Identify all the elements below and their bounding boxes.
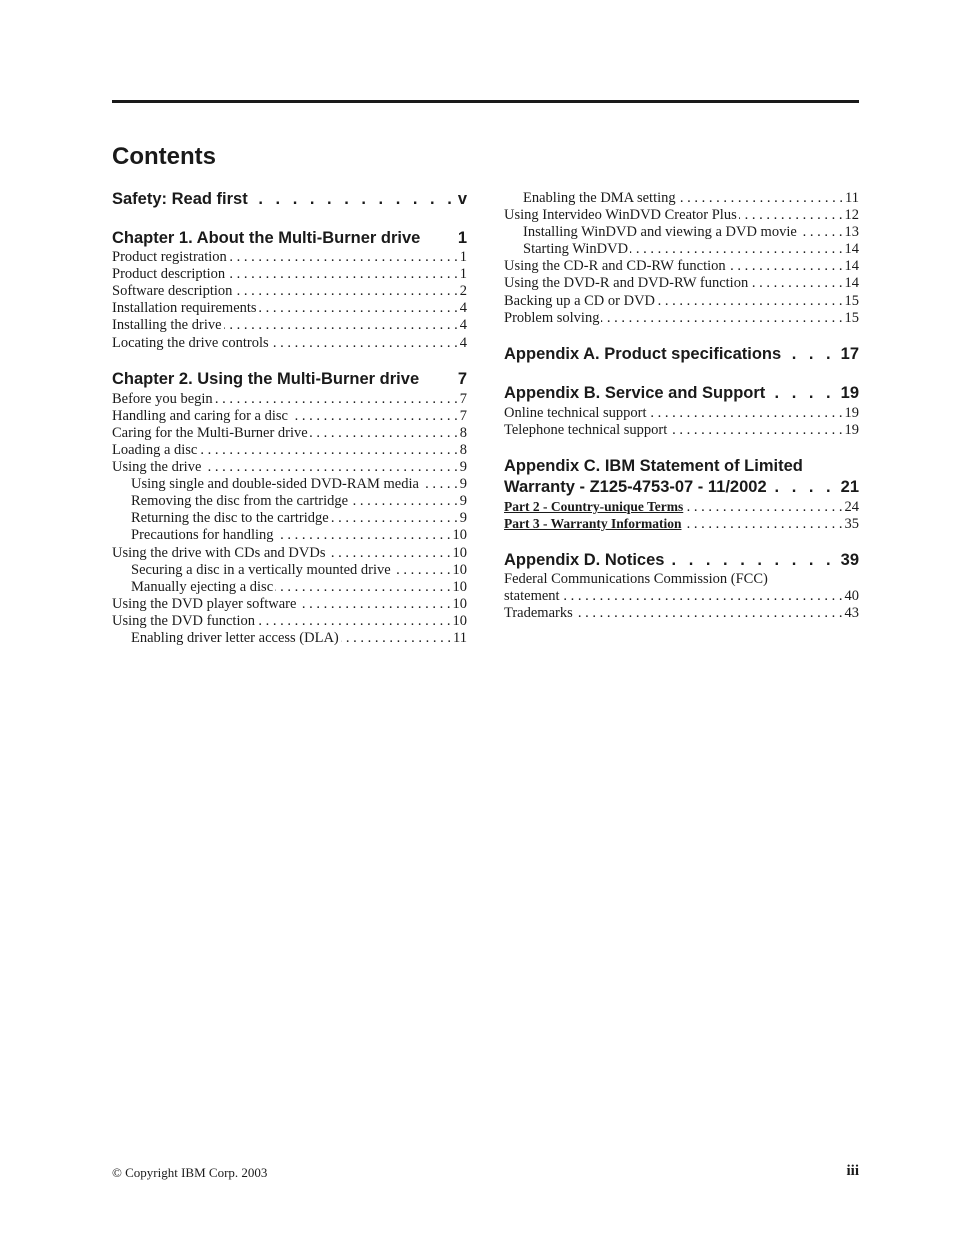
dot-leader [728, 258, 843, 275]
toc-entry[interactable]: Using the DVD-R and DVD-RW function . . . 14 [504, 275, 859, 292]
dot-leader [739, 207, 843, 224]
toc-entry[interactable]: Precautions for handling . . . 10 [112, 527, 467, 544]
toc-entry[interactable]: Starting WinDVD . . . 14 [504, 241, 859, 258]
dot-leader [310, 425, 458, 442]
toc-entry[interactable]: Using the drive with CDs and DVDs . . . 10 [112, 545, 467, 562]
toc-entry[interactable]: Before you begin . . . 7 [112, 391, 467, 408]
toc-entry[interactable]: Using Intervideo WinDVD Creator Plus . . . 12 [504, 207, 859, 224]
dot-leader [683, 516, 842, 533]
dot-leader [799, 224, 843, 241]
dot-leader [259, 300, 458, 317]
toc-entry-safety[interactable]: Safety: Read first . . . v [112, 189, 467, 210]
dot-leader [601, 310, 842, 327]
dot-leader [234, 283, 457, 300]
toc-entry[interactable]: Product description . . . 1 [112, 266, 467, 283]
dot-leader [327, 545, 450, 562]
dot-leader [421, 476, 458, 493]
toc-entry[interactable]: Using single and double-sided DVD-RAM media . . . 9 [112, 476, 467, 493]
dot-leader [669, 422, 842, 439]
page-number: iii [846, 1163, 859, 1179]
toc-entry[interactable]: Problem solving . . . 15 [504, 310, 859, 327]
dot-leader [685, 499, 842, 516]
dot-leader [276, 527, 451, 544]
dot-leader [670, 550, 834, 571]
dot-leader [393, 562, 451, 579]
dot-leader [787, 344, 834, 365]
dot-leader [630, 241, 842, 258]
dot-leader [657, 293, 842, 310]
dot-leader [771, 383, 834, 404]
dot-leader [224, 317, 458, 334]
dot-leader [773, 477, 835, 498]
copyright-notice: © Copyright IBM Corp. 2003 [112, 1165, 268, 1180]
toc-entry-chapter-1[interactable]: Chapter 1. About the Multi-Burner drive 1 [112, 229, 467, 247]
dot-leader [271, 335, 458, 352]
toc-entry[interactable]: Enabling driver letter access (DLA) . . . 11 [112, 630, 467, 647]
dot-leader [229, 249, 458, 266]
dot-leader [290, 408, 458, 425]
toc-entry[interactable]: statement . . . 40 [504, 588, 859, 605]
page-title: Contents [112, 143, 216, 170]
toc-entry[interactable]: Software description . . . 2 [112, 283, 467, 300]
toc-entry[interactable]: Backing up a CD or DVD . . . 15 [504, 293, 859, 310]
toc-entry[interactable]: Handling and caring for a disc . . . 7 [112, 408, 467, 425]
toc-entry[interactable]: Securing a disc in a vertically mounted drive . . . 10 [112, 562, 467, 579]
dot-leader [215, 391, 458, 408]
dot-leader [227, 266, 458, 283]
toc-entry[interactable]: Telephone technical support . . . 19 [504, 422, 859, 439]
dot-leader [203, 459, 457, 476]
toc-entry[interactable]: Using the DVD function . . . 10 [112, 613, 467, 630]
dot-leader [562, 588, 843, 605]
toc-entry-appendix-a[interactable]: Appendix A. Product specifications . . . 17 [504, 344, 859, 365]
toc-link-entry[interactable]: Part 3 - Warranty Information . . . 35 [504, 515, 859, 532]
toc-entry[interactable]: Enabling the DMA setting . . . 11 [504, 190, 859, 207]
toc-entry[interactable]: Using the DVD player software . . . 10 [112, 596, 467, 613]
dot-leader [649, 405, 843, 422]
toc-entry-chapter-2[interactable]: Chapter 2. Using the Multi-Burner drive 7 [112, 370, 467, 388]
dot-leader [331, 510, 458, 527]
dot-leader [250, 189, 456, 210]
dot-leader [275, 579, 450, 596]
toc-entry-appendix-b[interactable]: Appendix B. Service and Support . . . 19 [504, 383, 859, 404]
dot-leader [350, 493, 458, 510]
dot-leader [678, 190, 843, 207]
toc-entry[interactable]: Product registration . . . 1 [112, 249, 467, 266]
appendix-c-title-line: Appendix C. IBM Statement of Limited [504, 457, 803, 475]
toc-entry-appendix-d[interactable]: Appendix D. Notices . . . 39 [504, 550, 859, 571]
toc-entry[interactable]: Caring for the Multi-Burner drive . . . 8 [112, 425, 467, 442]
dot-leader [750, 275, 842, 292]
toc-entry[interactable]: Using the drive . . . 9 [112, 459, 467, 476]
toc-entry[interactable]: Trademarks . . . 43 [504, 605, 859, 622]
fcc-entry-line: Federal Communications Commission (FCC) [504, 571, 768, 587]
dot-leader [341, 630, 451, 647]
toc-entry[interactable]: Installation requirements . . . 4 [112, 300, 467, 317]
toc-entry[interactable]: Removing the disc from the cartridge . . . 9 [112, 493, 467, 510]
dot-leader [257, 613, 451, 630]
toc-entry[interactable]: Manually ejecting a disc . . . 10 [112, 579, 467, 596]
toc-entry[interactable]: Using the CD-R and CD-RW function . . . 14 [504, 258, 859, 275]
dot-leader [575, 605, 843, 622]
top-rule [112, 100, 859, 103]
toc-entry-appendix-c[interactable]: Warranty - Z125-4753-07 - 11/2002 . . . 21 [504, 477, 859, 498]
toc-entry[interactable]: Returning the disc to the cartridge . . . 9 [112, 510, 467, 527]
toc-entry[interactable]: Loading a disc . . . 8 [112, 442, 467, 459]
toc-entry[interactable]: Locating the drive controls . . . 4 [112, 335, 467, 352]
dot-leader [199, 442, 457, 459]
toc-entry[interactable]: Installing the drive . . . 4 [112, 317, 467, 334]
toc-link-entry[interactable]: Part 2 - Country-unique Terms . . . 24 [504, 498, 859, 515]
toc-entry[interactable]: Installing WinDVD and viewing a DVD movie . . . 13 [504, 224, 859, 241]
dot-leader [298, 596, 450, 613]
toc-entry[interactable]: Online technical support . . . 19 [504, 405, 859, 422]
